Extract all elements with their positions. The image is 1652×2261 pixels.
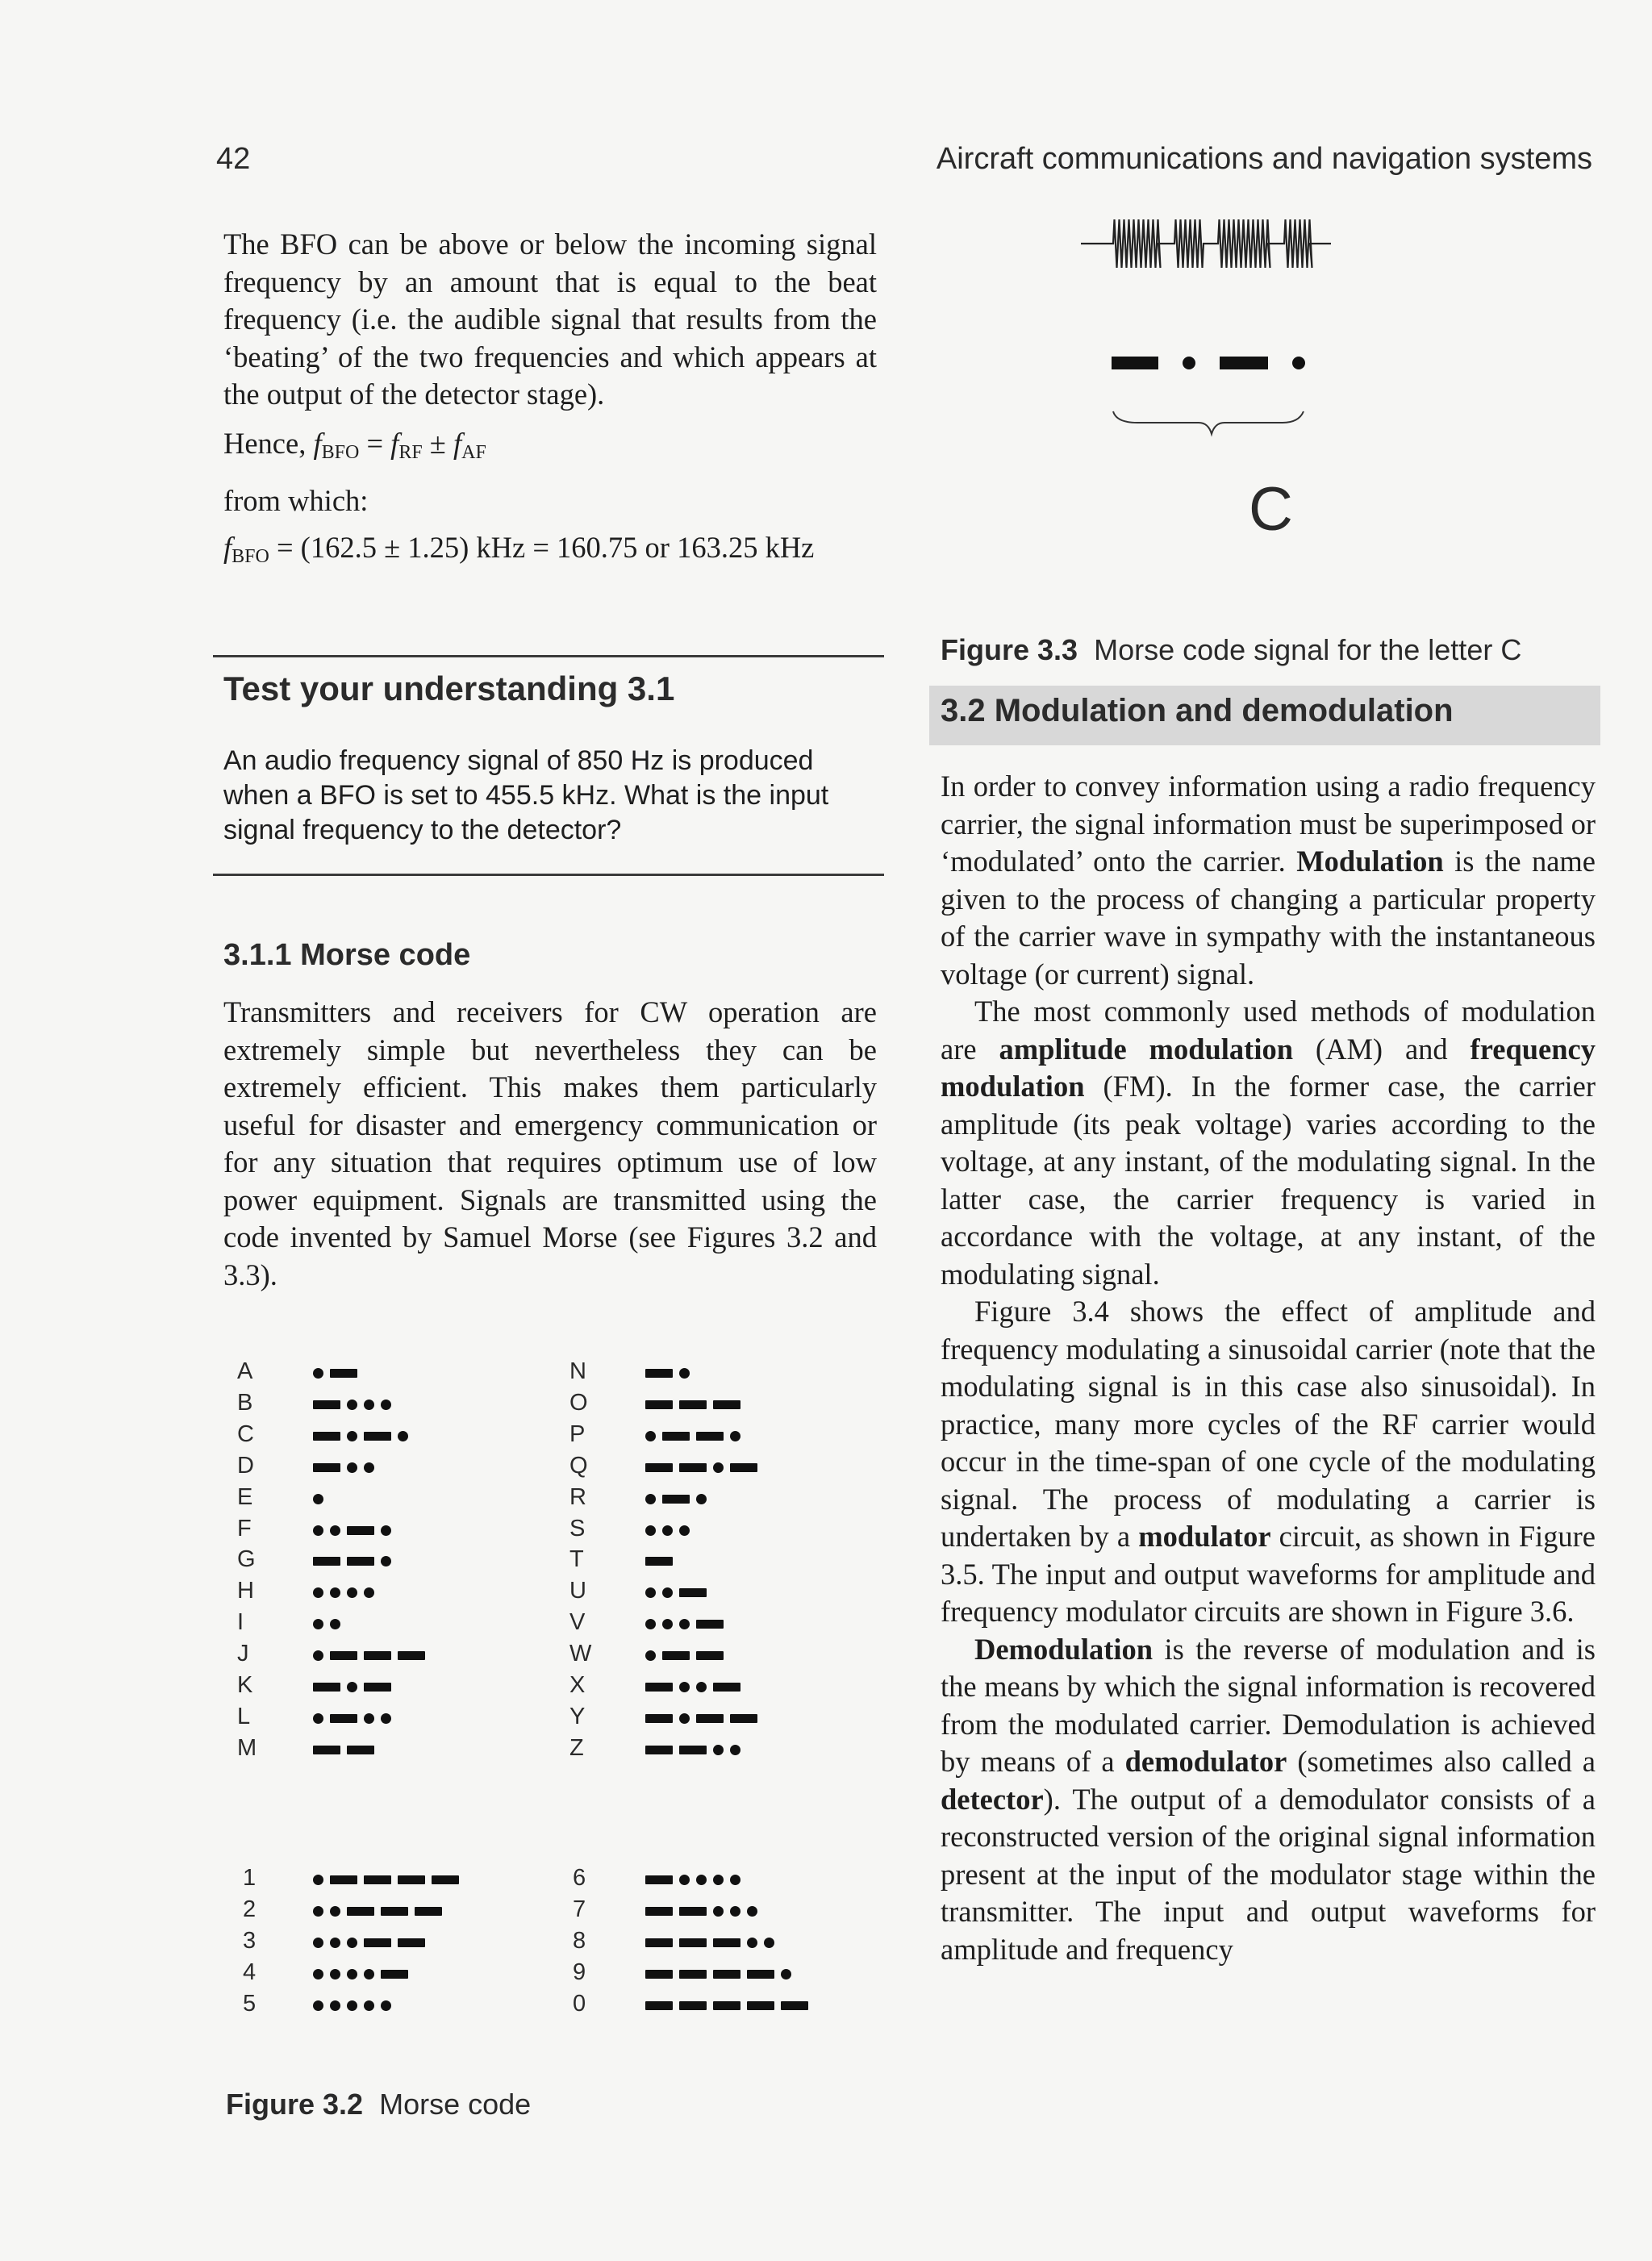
morse-character: K <box>237 1672 253 1698</box>
figure-3-3-label: Figure 3.3 <box>941 633 1078 666</box>
grouping-brace <box>1113 411 1304 434</box>
equation-bfo: Hence, $f_{BFO} = f_{RF} \pm f_{AF}$ <box>223 426 486 463</box>
morse-heading: 3.1.1 Morse code <box>223 938 471 972</box>
morse-dash <box>330 1714 357 1723</box>
morse-dot <box>381 2000 391 2011</box>
morse-c-waveform <box>1081 219 1331 268</box>
morse-dash <box>645 1907 673 1916</box>
morse-character: D <box>237 1452 254 1479</box>
morse-dot <box>662 1587 673 1598</box>
result-text: = (162.5 ± 1.25) kHz = 160.75 or 163.25 kHz <box>276 530 815 564</box>
morse-dash <box>645 1714 673 1723</box>
morse-character: P <box>569 1420 586 1447</box>
figure-3-3-diagram <box>1081 211 1436 437</box>
morse-dash <box>313 1400 340 1409</box>
morse-character: V <box>569 1609 586 1636</box>
morse-dash <box>713 2001 740 2010</box>
morse-dot <box>713 1875 724 1885</box>
morse-dash <box>747 1970 774 1979</box>
morse-dash <box>347 1526 374 1535</box>
test-bottom-rule <box>213 874 884 876</box>
morse-dash <box>313 1432 340 1441</box>
paragraph-2 <box>941 993 1596 1293</box>
morse-character: G <box>237 1546 256 1573</box>
morse-dash <box>381 1970 408 1979</box>
morse-dot <box>347 1682 357 1692</box>
morse-dash <box>696 1620 724 1629</box>
morse-dot <box>662 1525 673 1536</box>
figure-3-2-text: Morse code <box>379 2088 532 2121</box>
morse-character: X <box>569 1672 586 1698</box>
morse-dot <box>313 1906 323 1917</box>
morse-dot <box>347 1431 357 1441</box>
morse-dot <box>713 1745 724 1755</box>
morse-dash <box>330 1369 357 1378</box>
morse-dot <box>330 1587 340 1598</box>
morse-dot <box>313 1368 323 1379</box>
morse-dash <box>713 1970 740 1979</box>
morse-dash <box>347 1557 374 1566</box>
morse-dot <box>330 1525 340 1536</box>
figure-3-3-letter: C <box>1249 475 1293 544</box>
hence-word: Hence, <box>223 426 307 460</box>
p4-text-b: (sometimes also called a <box>1287 1745 1596 1778</box>
morse-dot <box>696 1682 707 1692</box>
paragraph-1 <box>941 768 1596 993</box>
morse-dash <box>364 1432 391 1441</box>
morse-dot <box>679 1875 690 1885</box>
term-amplitude-modulation: amplitude modulation <box>999 1032 1294 1066</box>
morse-dot <box>364 2000 374 2011</box>
morse-dot <box>645 1525 656 1536</box>
morse-dot <box>330 1906 340 1917</box>
morse-character: S <box>569 1515 586 1541</box>
morse-dash <box>645 1938 673 1947</box>
morse-character: B <box>237 1389 253 1416</box>
p3-text-a: Figure 3.4 shows the effect of amplitude and frequency modulating a sinusoidal carrier (note that the modulating signal is in this case also sinusoidal). In practice, many more cycles of the RF carrier would occur in the time-span of one cycle of the modulating signal. The process of modulating a carrier is undertaken by a <box>941 1295 1596 1553</box>
morse-character: J <box>237 1641 249 1667</box>
intro-block <box>223 226 877 575</box>
morse-character: H <box>237 1578 254 1604</box>
morse-dot <box>364 1462 374 1473</box>
test-top-rule <box>213 655 884 657</box>
morse-dash <box>645 2001 673 2010</box>
morse-dash <box>415 1907 442 1916</box>
morse-character: 1 <box>243 1865 257 1891</box>
morse-dash <box>347 1907 374 1916</box>
morse-dot <box>330 2000 340 2011</box>
morse-character: C <box>237 1420 254 1447</box>
morse-dash <box>398 1875 425 1884</box>
term-demodulation: Demodulation <box>974 1632 1153 1666</box>
morse-dot <box>645 1494 656 1504</box>
morse-dash <box>645 1875 673 1884</box>
running-head: Aircraft communications and navigation systems <box>936 142 1592 176</box>
morse-dot <box>364 1969 374 1979</box>
morse-dash <box>713 1400 740 1409</box>
morse-character: 6 <box>573 1865 586 1891</box>
morse-dot <box>313 2000 323 2011</box>
morse-dot <box>347 1587 357 1598</box>
morse-dot <box>781 1969 791 1979</box>
morse-character: L <box>237 1703 251 1729</box>
morse-character: A <box>237 1358 253 1384</box>
figure-3-2-caption <box>226 2088 531 2121</box>
morse-dash <box>730 1463 757 1472</box>
morse-dash <box>364 1938 391 1947</box>
term-modulation: Modulation <box>1296 845 1444 878</box>
section-body <box>941 768 1596 1968</box>
morse-dash <box>347 1746 374 1754</box>
p3-text-b: circuit, as shown in Figure 3.5. The input and output waveforms for amplitude and frequency modulator circuits are shown in Figure 3.6. <box>941 1520 1596 1628</box>
morse-dash <box>781 2001 808 2010</box>
morse-character: 0 <box>573 1991 586 2017</box>
morse-dot <box>364 1400 374 1410</box>
morse-character: 7 <box>573 1896 586 1922</box>
morse-character: 5 <box>243 1991 257 2017</box>
morse-dot <box>347 1938 357 1948</box>
morse-character: U <box>569 1578 586 1604</box>
morse-dash <box>313 1463 340 1472</box>
morse-dot <box>381 1525 391 1536</box>
morse-dot <box>713 1462 724 1473</box>
morse-dot <box>679 1525 690 1536</box>
morse-dot <box>347 1462 357 1473</box>
morse-dot <box>364 1713 374 1724</box>
morse-dot <box>696 1494 707 1504</box>
morse-character: I <box>237 1609 244 1636</box>
morse-dot <box>713 1906 724 1917</box>
morse-character: M <box>237 1734 257 1761</box>
term-frequency-modulation: frequency modulation <box>941 1032 1596 1103</box>
test-title: Test your understanding 3.1 <box>223 670 675 707</box>
morse-dot <box>679 1682 690 1692</box>
morse-c-dot-2 <box>1292 357 1305 369</box>
morse-dash <box>696 1432 724 1441</box>
morse-c-dot-1 <box>1183 357 1195 369</box>
term-demodulator: demodulator <box>1124 1745 1287 1778</box>
morse-character: T <box>569 1546 584 1573</box>
morse-dot <box>747 1906 757 1917</box>
morse-dot <box>679 1368 690 1379</box>
morse-dot <box>645 1650 656 1661</box>
morse-dash <box>679 1588 707 1597</box>
morse-dot <box>313 1875 323 1885</box>
morse-character: F <box>237 1515 252 1541</box>
morse-dash <box>313 1557 340 1566</box>
page-number: 42 <box>216 142 251 176</box>
morse-dash <box>696 1714 724 1723</box>
morse-character: Z <box>569 1734 584 1761</box>
morse-dash <box>398 1651 425 1660</box>
p2-text-a: The most commonly used methods of modulation are <box>941 995 1596 1066</box>
figure-3-2-label: Figure 3.2 <box>226 2088 364 2121</box>
morse-text-block <box>223 994 877 1294</box>
morse-dot <box>696 1875 707 1885</box>
morse-dot <box>679 1619 690 1629</box>
morse-c-dash-2 <box>1220 357 1268 369</box>
morse-dot <box>313 1650 323 1661</box>
morse-character: Y <box>569 1703 586 1729</box>
morse-dash <box>645 1746 673 1754</box>
morse-dot <box>730 1745 740 1755</box>
morse-dot <box>730 1875 740 1885</box>
morse-character: E <box>237 1483 253 1510</box>
morse-dash <box>645 1463 673 1472</box>
morse-dash <box>679 2001 707 2010</box>
equation-result: $f_{BFO} = (162.5 \pm 1.25)$ kHz = 160.75 or 163.25 kHz <box>223 530 815 567</box>
morse-dot <box>347 2000 357 2011</box>
morse-dot <box>330 1938 340 1948</box>
morse-character: R <box>569 1483 586 1510</box>
morse-character: W <box>569 1641 592 1667</box>
morse-dash <box>662 1432 690 1441</box>
morse-dot <box>764 1938 774 1948</box>
test-question: An audio frequency signal of 850 Hz is produced when a BFO is set to 455.5 kHz. What is the input signal frequency to the detector? <box>223 745 829 845</box>
term-detector: detector <box>941 1782 1044 1816</box>
morse-dash <box>662 1651 690 1660</box>
morse-dash <box>364 1683 391 1692</box>
morse-character: 9 <box>573 1959 586 1985</box>
morse-dash <box>398 1938 425 1947</box>
morse-dot <box>645 1619 656 1629</box>
morse-dash <box>645 1400 673 1409</box>
morse-dot <box>313 1969 323 1979</box>
morse-dot <box>313 1619 323 1629</box>
p4-text-a: is the reverse of modulation and is the means by which the signal information is recovered from the modulated carrier. Demodulation is achieved by means of a <box>941 1632 1596 1778</box>
morse-dot <box>747 1938 757 1948</box>
morse-character: O <box>569 1389 588 1416</box>
section-heading: 3.2 Modulation and demodulation <box>941 693 1454 728</box>
morse-dot <box>398 1431 408 1441</box>
morse-dot <box>381 1400 391 1410</box>
morse-dot <box>364 1587 374 1598</box>
morse-dash <box>645 1369 673 1378</box>
morse-dash <box>713 1683 740 1692</box>
morse-dash <box>747 2001 774 2010</box>
morse-character: 8 <box>573 1928 586 1954</box>
morse-dot <box>330 1619 340 1629</box>
morse-dash <box>662 1495 690 1504</box>
p1-text-b: is the name given to the process of changing a particular property of the carrier wave in sympathy with the instantaneous voltage (or current) signal. <box>941 845 1596 991</box>
morse-character: N <box>569 1358 586 1384</box>
morse-dash <box>432 1875 459 1884</box>
morse-dot <box>679 1713 690 1724</box>
morse-character: 3 <box>243 1928 257 1954</box>
p2-text-b: (AM) and <box>1293 1032 1471 1066</box>
morse-paragraph: Transmitters and receivers for CW operation are extremely simple but nevertheless they can be extremely efficient. This makes them particularly useful for disaster and emergency communication or for any situation that requires optimum use of low power equipment. Signals are transmitted using the code invented by Samuel Morse (see Figures 3.2 and 3.3). <box>223 995 877 1291</box>
morse-dot <box>381 1556 391 1566</box>
intro-paragraph: The BFO can be above or below the incoming signal frequency by an amount that is equal to the beat frequency (i.e. the audible signal that results from the ‘beating’ of the two frequencies and which appears at the output of the detector stage). <box>223 227 877 411</box>
p2-text-c: (FM). In the former case, the carrier amplitude (its peak voltage) varies according to the voltage, at any instant, of the modulating signal. In the latter case, the carrier frequency is varied in accordance with the voltage, at any instant, of the modulating signal. <box>941 1070 1596 1291</box>
morse-dash <box>679 1970 707 1979</box>
morse-dot <box>730 1431 740 1441</box>
morse-dash <box>313 1683 340 1692</box>
morse-dash <box>679 1463 707 1472</box>
morse-dash <box>313 1746 340 1754</box>
morse-dot <box>313 1587 323 1598</box>
morse-dash <box>330 1651 357 1660</box>
morse-dot <box>313 1938 323 1948</box>
morse-dot <box>313 1525 323 1536</box>
morse-dot <box>313 1494 323 1504</box>
from-which-label: from which: <box>223 483 369 517</box>
morse-dash <box>713 1938 740 1947</box>
paragraph-4 <box>941 1631 1596 1969</box>
figure-3-3-text: Morse code signal for the letter C <box>1094 633 1522 666</box>
morse-dot <box>645 1431 656 1441</box>
term-modulator: modulator <box>1138 1520 1271 1553</box>
p1-text-a: In order to convey information using a radio frequency carrier, the signal information must be superimposed or ‘modulated’ onto the carrier. <box>941 770 1596 878</box>
morse-dot <box>645 1587 656 1598</box>
p4-text-c: ). The output of a demodulator consists of a reconstructed version of the original signal information present at the input of the modulator stage within the transmitter. The input and output waveforms for amplitude and frequency <box>941 1782 1596 1966</box>
morse-character: 2 <box>243 1896 257 1922</box>
morse-dash <box>679 1400 707 1409</box>
morse-dot <box>347 1400 357 1410</box>
morse-dot <box>313 1713 323 1724</box>
morse-dash <box>645 1557 673 1566</box>
morse-character: 4 <box>243 1959 257 1985</box>
morse-character: Q <box>569 1452 588 1479</box>
morse-dash <box>679 1938 707 1947</box>
morse-dash <box>679 1907 707 1916</box>
morse-dot <box>730 1906 740 1917</box>
morse-dot <box>662 1619 673 1629</box>
morse-dot <box>381 1713 391 1724</box>
morse-dash <box>730 1714 757 1723</box>
paragraph-3 <box>941 1293 1596 1631</box>
morse-c-dash-1 <box>1112 357 1158 369</box>
morse-dash <box>696 1651 724 1660</box>
morse-dash <box>364 1875 391 1884</box>
figure-3-3-caption <box>941 633 1521 667</box>
morse-dash <box>679 1746 707 1754</box>
morse-dash <box>381 1907 408 1916</box>
morse-dash <box>645 1970 673 1979</box>
morse-dash <box>645 1683 673 1692</box>
morse-dot <box>347 1969 357 1979</box>
morse-dot <box>330 1969 340 1979</box>
morse-dash <box>364 1651 391 1660</box>
morse-dash <box>330 1875 357 1884</box>
